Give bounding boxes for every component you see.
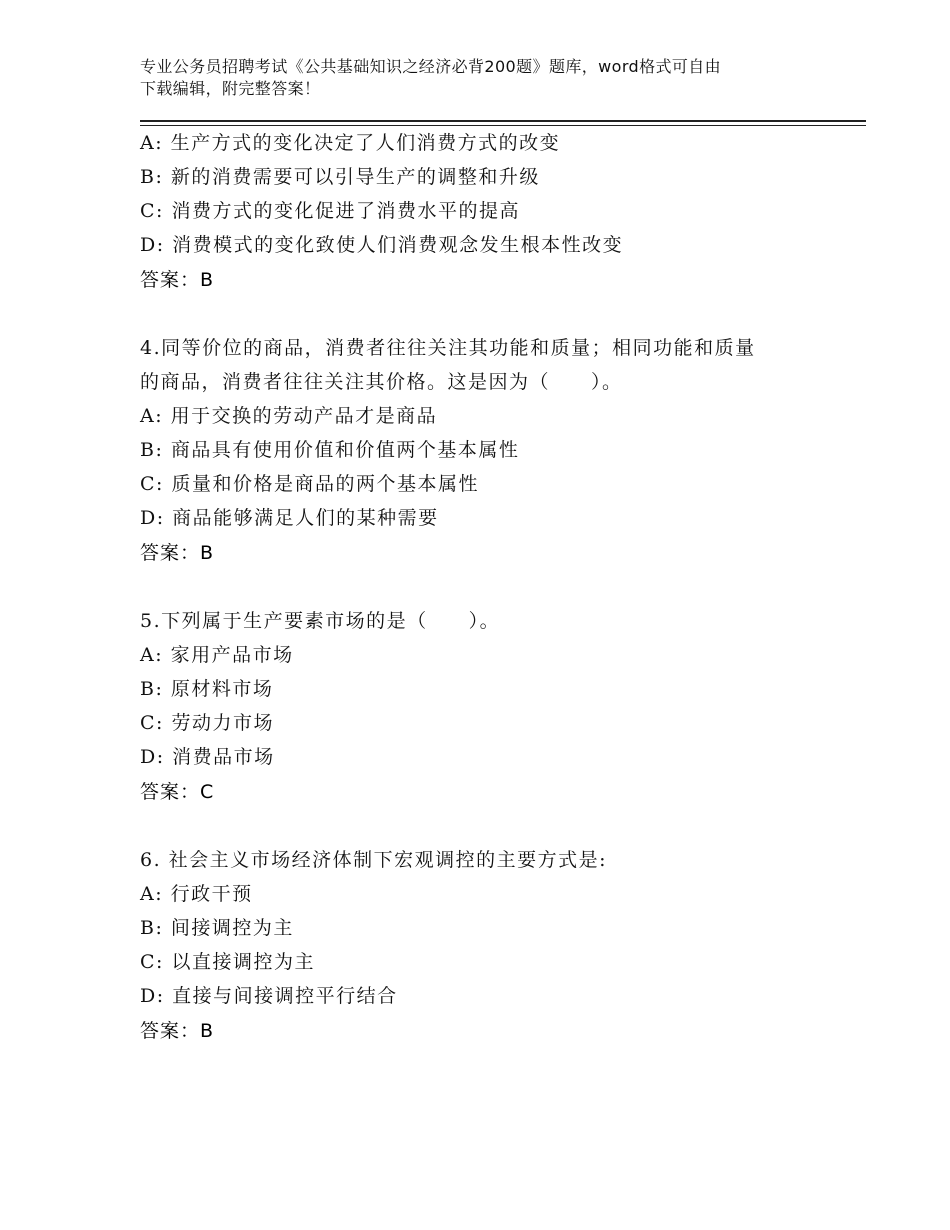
- question-stem: 6. 社会主义市场经济体制下宏观调控的主要方式是:: [140, 849, 608, 871]
- option-b: B: 间接调控为主: [140, 917, 294, 939]
- option-a: A: 家用产品市场: [140, 644, 294, 666]
- option-c: C: 质量和价格是商品的两个基本属性: [140, 473, 479, 495]
- question-stem: 5.下列属于生产要素市场的是（ ）。: [140, 610, 501, 632]
- question-list: [140, 126, 840, 1049]
- option-a: A: 用于交换的劳动产品才是商品: [140, 405, 438, 427]
- option-b: B: 新的消费需要可以引导生产的调整和升级: [140, 166, 540, 188]
- option-b: B: 商品具有使用价值和价值两个基本属性: [140, 439, 520, 461]
- option-c: C: 以直接调控为主: [140, 951, 315, 973]
- answer-label: 答案：B: [140, 1020, 215, 1042]
- header-line-2: 下载编辑，附完整答案！: [140, 79, 321, 98]
- question-6: [140, 843, 840, 1049]
- option-d: D: 直接与间接调控平行结合: [140, 985, 398, 1007]
- header-rule-thick: [140, 120, 866, 122]
- option-d: D: 商品能够满足人们的某种需要: [140, 507, 439, 529]
- spacer: [140, 571, 840, 604]
- spacer: [140, 298, 840, 331]
- answer-label: 答案：B: [140, 542, 215, 564]
- option-c: C: 劳动力市场: [140, 712, 274, 734]
- document-header: [140, 56, 820, 100]
- answer-label: 答案：C: [140, 781, 215, 803]
- option-a: A: 行政干预: [140, 883, 253, 905]
- option-c: C: 消费方式的变化促进了消费水平的提高: [140, 200, 520, 222]
- option-a: A: 生产方式的变化决定了人们消费方式的改变: [140, 132, 561, 154]
- option-b: B: 原材料市场: [140, 678, 274, 700]
- question-5: [140, 604, 840, 810]
- option-d: D: 消费模式的变化致使人们消费观念发生根本性改变: [140, 234, 624, 256]
- answer-label: 答案：B: [140, 269, 215, 291]
- question-stem-line-2: 的商品，消费者往往关注其价格。这是因为（ ）。: [140, 371, 623, 393]
- spacer: [140, 810, 840, 843]
- question-4: [140, 331, 840, 571]
- option-d: D: 消费品市场: [140, 746, 275, 768]
- question-stem-line-1: 4.同等价位的商品，消费者往往关注其功能和质量；相同功能和质量: [140, 337, 756, 359]
- question-3: [140, 126, 840, 298]
- header-line-1: 专业公务员招聘考试《公共基础知识之经济必背200题》题库，word格式可自由: [140, 57, 722, 76]
